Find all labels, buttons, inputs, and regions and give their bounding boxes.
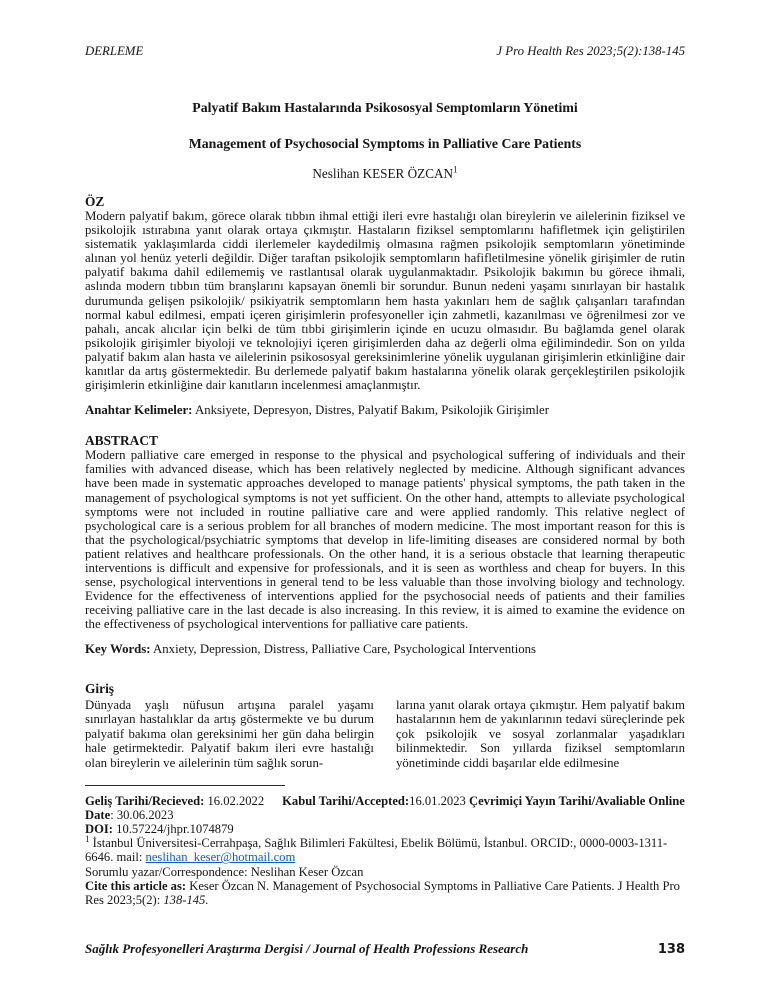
running-head <box>85 44 685 58</box>
doi-label: DOI: <box>85 821 113 836</box>
received-label: Geliş Tarihi/Recieved: <box>85 793 205 808</box>
affiliation-line <box>85 833 685 865</box>
citation-line <box>85 879 685 907</box>
keywords-turkish-label: Anahtar Kelimeler: <box>85 403 193 418</box>
journal-reference: J Pro Health Res 2023;5(2):138-145 <box>496 44 685 58</box>
doi-line <box>85 822 685 836</box>
keywords-english-text: Anxiety, Depression, Distress, Palliative Care, Psychological Interventions <box>153 642 537 657</box>
introduction-column-right: larına yanıt olarak ortaya çıkmıştır. Hem palyatif bakım hastalarının hem de yakınlarının tedavi süreçlerinde pek çok psikolojik ve sosyal zorlanmalar yaşadıkları bilinmektedir. Son yıllarda fiziksel semptomların yönetiminde ciddi başarılar elde edilmesine <box>396 697 685 770</box>
cite-label: Cite this article as: <box>85 878 187 893</box>
keywords-turkish-text: Anksiyete, Depresyon, Distres, Palyatif Bakım, Psikolojik Girişimler <box>194 403 549 418</box>
author-line <box>85 166 685 181</box>
correspondence-line: Sorumlu yazar/Correspondence: Neslihan Keser Özcan <box>85 864 364 879</box>
title-turkish: Palyatif Bakım Hastalarında Psikososyal Semptomların Yönetimi <box>192 100 578 116</box>
footnote-divider <box>85 785 285 786</box>
abstract-heading: ABSTRACT <box>85 433 158 449</box>
author-email-link[interactable]: neslihan_keser@hotmail.com <box>145 850 296 865</box>
introduction-column-left: Dünyada yaşlı nüfusun artışına paralel yaşamı sınırlayan hastalıklar da artış göstermekte ve bu durum palyatif bakıma olan gereksinimi her gün daha belirgin hale getirmektedir. Palyatif bakım ileri evre hastalığı olan bireylerin ve ailelerinin tüm sağlık sorun- <box>85 697 374 770</box>
received-date: 16.02.2022 <box>207 793 265 808</box>
online-date-label: Çevrimiçi Yayın Tarihi/Avaliable Online Date <box>85 793 685 822</box>
page-footer <box>85 941 685 957</box>
oz-abstract-turkish: Modern palyatif bakım, görece olarak tıbbın ihmal ettiği ileri evre hastalığı olan bireylerin ve ailelerinin fiziksel ve psikolojik ıstırabına yanıt olarak ortaya çıkmıştır. Hastaların fiziksel semptomlarını hafifletmek için geliştirilen sistematik yaklaşımlarda ciddi ilerlemeler kaydedilmiş olmasına rağmen psikolojik semptomların yönetiminde alınan yol henüz yeterli değildir. Diğer taraftan psikolojik semptomların hafifletilmesine yönelik girişimler de rutin palyatif bakıma dahil edilememiş ve rastlantısal olarak uygulanmaktadır. Psikolojik bakımın bu görece ihmali, aslında modern tıbbın tüm branşlarını kapsayan önemli bir sorundur. Bunun nedeni yaşamı sınırlayan bir hastalık durumunda gelişen psikolojik/ psikiyatrik semptomların hem hasta yakınları hem de sağlık çalışanları tarafından normal kabul edilmesi, empati içeren girişimlerin profesyoneller için zahmetli, kazanılması ve öğrenilmesi zor ve pahalı, ancak alıcılar için belki de tüm tıbbi girişimlerin içinde en ucuzu olmasıdır. Bu bağlamda genel olarak psikolojik girişimler biyoloji ve teknolojiyi içeren girişimlerden daha az değerli olma eğilimindedir. Son on yılda palyatif bakım alan hasta ve ailelerinin psikososyal gereksinimlerine yönelik uygulanan girişimlerin etkinliğine dair kanıtlar da artış göstermektedir. Bu derlemede palyatif bakım hastalarına yönelik olarak gerçekleştirilen psikolojik girişimlerin etkinliğine dair kanıtların incelenmesi amaçlanmıştır. <box>85 208 685 393</box>
keywords-english <box>85 642 685 656</box>
keywords-turkish <box>85 403 685 417</box>
author-affiliation-superscript: 1 <box>453 164 458 175</box>
cite-pages: 138-145. <box>163 892 209 907</box>
introduction-columns <box>85 698 685 771</box>
author-name: Neslihan KESER ÖZCAN <box>312 165 454 181</box>
doi-value: 10.57224/jhpr.1074879 <box>116 821 234 836</box>
affiliation-superscript: 1 <box>85 833 90 844</box>
affiliation-text: İstanbul Üniversitesi-Cerrahpaşa, Sağlık Bilimleri Fakültesi, Ebelik Bölümü, İstanbul. ORCID:, 0000-0003-1311-6646. mail: <box>85 836 668 865</box>
accepted-date: 16.01.2023 <box>409 793 466 808</box>
journal-name: Sağlık Profesyonelleri Araştırma Dergisi / Journal of Health Professions Research <box>85 941 529 957</box>
oz-heading: ÖZ <box>85 193 105 209</box>
page-number: 138 <box>657 942 685 958</box>
article-type-label: DERLEME <box>85 44 144 58</box>
footnotes-block <box>85 794 685 908</box>
abstract-english: Modern palliative care emerged in response to the physical and psychological suffering of individuals and their families with advanced disease, which has been relatively neglected by medicine. Although significant advances have been made in systematic approaches developed to manage patients' physical symptoms, the path taken in the management of psychological symptoms is not yet sufficient. On the other hand, attempts to alleviate psychological symptoms were not included in routine palliative care and were applied randomly. This relative neglect of psychological care is a serious problem for all branches of modern medicine. The most important reason for this is that the psychological/psychiatric symptoms that develop in life-limiting diseases are considered normal by both patient relatives and healthcare professionals. On the other hand, it is a serious obstacle that learning therapeutic interventions is difficult and expensive for professionals, and it is seen as worthless and cheap for buyers. In this sense, psychological interventions in general tend to be less valuable than those involving biology and technology. Evidence for the effectiveness of interventions applied for the psychosocial needs of patients and their families receiving palliative care in the last decade is also increasing. In this review, it is aimed to examine the evidence on the effectiveness of psychological interventions for palliative care patients. <box>85 448 685 632</box>
online-date: : 30.06.2023 <box>110 807 174 822</box>
title-english: Management of Psychosocial Symptoms in Palliative Care Patients <box>188 135 582 151</box>
accepted-label: Kabul Tarihi/Accepted: <box>282 793 410 808</box>
introduction-heading: Giriş <box>85 680 115 696</box>
dates-line <box>85 794 685 822</box>
cite-text: Keser Özcan N. Management of Psychosocial Symptoms in Palliative Care Patients. J Health Pro Res 2023;5(2): <box>85 878 680 907</box>
keywords-english-label: Key Words: <box>85 642 151 657</box>
